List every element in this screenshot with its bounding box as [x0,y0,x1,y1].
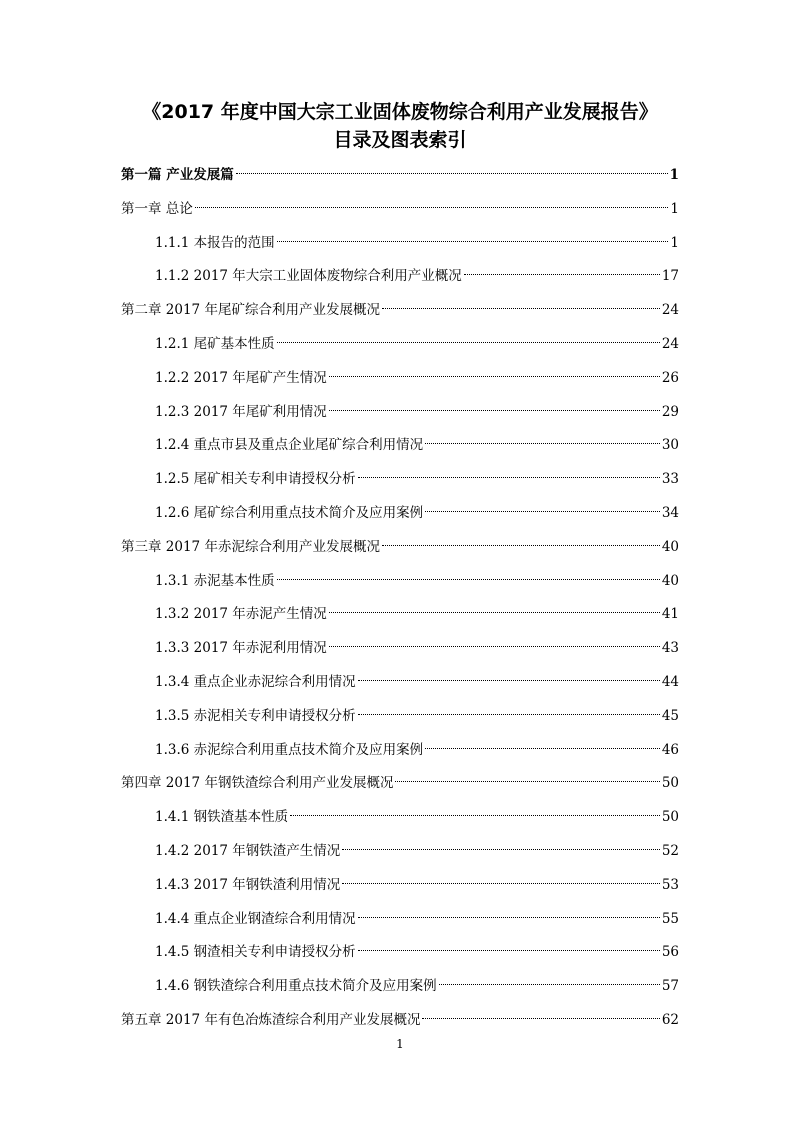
document-title: 《2017 年度中国大宗工业固体废物综合利用产业发展报告》 [142,101,658,123]
toc-entry-label: 1.3.3 2017 年赤泥利用情况 [155,640,327,657]
toc-entry-page: 50 [661,775,679,792]
toc-dot-leader [329,630,660,652]
toc-entry-page: 46 [661,741,679,758]
toc-entry-label: 1.3.2 2017 年赤泥产生情况 [155,606,327,623]
toc-entry-page: 53 [661,876,679,893]
toc-entry-label: 1.4.3 2017 年钢铁渣利用情况 [155,876,341,893]
toc-dot-leader [464,258,660,280]
toc-entry[interactable] [121,292,679,319]
page-number: 1 [396,1037,404,1051]
toc-entry-label: 1.3.5 赤泥相关专利申请授权分析 [155,707,356,724]
toc-entry-page: 1 [669,167,679,183]
toc-entry[interactable] [155,664,679,690]
toc-dot-leader [395,765,659,787]
toc-dot-leader [290,799,660,821]
toc-entry-page: 44 [661,674,679,690]
toc-dot-leader [425,495,660,517]
toc-entry-label: 1.3.1 赤泥基本性质 [155,572,275,589]
toc-entry-label: 第二章 2017 年尾矿综合利用产业发展概况 [121,302,380,319]
toc-entry-page: 55 [661,910,679,927]
toc-entry-page: 56 [661,944,679,961]
toc-entry-page: 1 [670,200,679,217]
toc-entry-page: 52 [661,843,679,859]
toc-entry-label: 1.1.2 2017 年大宗工业固体废物综合利用产业概况 [155,268,462,285]
toc-entry[interactable] [121,1002,679,1028]
toc-dot-leader [358,934,660,956]
toc-entry-label: 1.2.1 尾矿基本性质 [155,336,275,352]
toc-entry-label: 1.2.2 2017 年尾矿产生情况 [155,369,327,386]
toc-dot-leader [342,867,660,889]
toc-entry[interactable] [121,157,679,183]
toc-entry[interactable] [155,934,679,961]
toc-entry-page: 41 [661,606,679,623]
toc-entry-page: 33 [661,471,679,488]
toc-entry[interactable] [155,732,679,758]
toc-dot-leader [382,529,660,551]
toc-dot-leader [382,292,660,314]
toc-entry[interactable] [155,427,679,454]
toc-dot-leader [277,563,660,585]
document-subtitle: 目录及图表索引 [333,129,467,151]
toc-dot-leader [358,664,660,686]
toc-entry[interactable] [155,630,679,657]
toc-entry[interactable] [121,765,679,792]
toc-dot-leader [425,427,660,449]
toc-entry-page: 30 [661,437,679,454]
toc-entry-label: 第三章 2017 年赤泥综合利用产业发展概况 [121,538,380,555]
toc-entry-label: 第一章 总论 [121,200,193,217]
toc-entry[interactable] [155,968,679,995]
toc-entry-page: 26 [661,369,679,386]
toc-entry-label: 1.2.5 尾矿相关专利申请授权分析 [155,471,356,488]
toc-entry[interactable] [155,867,679,893]
toc-entry[interactable] [155,495,679,521]
toc-entry[interactable] [155,326,679,352]
toc-entry-label: 1.2.4 重点市县及重点企业尾矿综合利用情况 [155,437,424,454]
toc-dot-leader [277,326,660,348]
toc-dot-leader [195,191,669,213]
toc-entry[interactable] [155,901,679,927]
toc-entry-page: 50 [661,809,679,826]
toc-entry-label: 1.4.4 重点企业钢渣综合利用情况 [155,910,356,927]
toc-entry[interactable] [155,225,679,251]
toc-entry[interactable] [121,191,679,217]
toc-dot-leader [329,360,660,382]
toc-entry-page: 43 [661,640,679,657]
toc-entry-label: 1.3.4 重点企业赤泥综合利用情况 [155,674,356,690]
toc-entry[interactable] [155,258,679,285]
toc-entry-label: 1.2.6 尾矿综合利用重点技术简介及应用案例 [155,505,424,521]
toc-dot-leader [358,698,660,720]
toc-entry[interactable] [155,833,679,859]
toc-entry[interactable] [155,394,679,420]
toc-entry[interactable] [155,596,679,623]
toc-entry[interactable] [155,799,679,826]
toc-entry-label: 第一篇 产业发展篇 [121,167,234,183]
toc-dot-leader [358,901,660,923]
toc-entry-page: 40 [661,538,679,555]
toc-dot-leader [236,157,668,179]
toc-dot-leader [439,968,660,990]
toc-entry-label: 1.4.1 钢铁渣基本性质 [155,809,289,826]
toc-entry-label: 1.4.2 2017 年钢铁渣产生情况 [155,843,341,859]
toc-entry-label: 第四章 2017 年钢铁渣综合利用产业发展概况 [121,775,394,792]
toc-entry-page: 17 [661,268,679,285]
toc-entry-page: 62 [661,1012,679,1028]
toc-entry-page: 57 [661,978,679,995]
toc-dot-leader [358,461,660,483]
toc-entry[interactable] [155,563,679,589]
toc-entry-label: 第五章 2017 年有色冶炼渣综合利用产业发展概况 [121,1012,421,1028]
toc-entry-page: 40 [661,572,679,589]
toc-dot-leader [422,1002,659,1024]
toc-entry-label: 1.3.6 赤泥综合利用重点技术简介及应用案例 [155,741,424,758]
toc-dot-leader [329,596,660,618]
toc-entry-page: 34 [661,505,679,521]
toc-entry-label: 1.1.1 本报告的范围 [155,234,275,251]
toc-entry[interactable] [155,698,679,724]
toc-dot-leader [342,833,660,855]
toc-entry-label: 1.4.5 钢渣相关专利申请授权分析 [155,944,356,961]
toc-entry-page: 1 [670,234,679,251]
toc-entry-label: 1.2.3 2017 年尾矿利用情况 [155,403,327,420]
toc-entry-page: 24 [661,336,679,352]
toc-dot-leader [329,394,660,416]
toc-dot-leader [277,225,669,247]
toc-entry-page: 29 [661,403,679,420]
toc-entry[interactable] [121,529,679,555]
toc-entry-label: 1.4.6 钢铁渣综合利用重点技术简介及应用案例 [155,978,437,995]
toc-dot-leader [425,732,660,754]
toc-entry[interactable] [155,461,679,488]
toc-entry-page: 24 [661,302,679,319]
toc-entry[interactable] [155,360,679,386]
toc-entry-page: 45 [661,707,679,724]
